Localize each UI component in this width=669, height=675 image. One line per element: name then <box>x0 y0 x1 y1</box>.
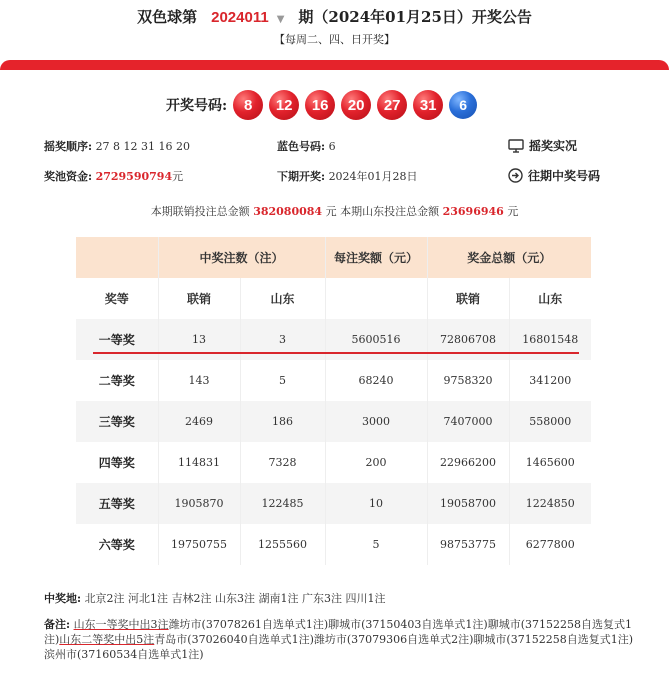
sales-text: 元 <box>507 205 519 218</box>
blue-number <box>277 138 336 154</box>
header-count: 中奖注数（注） <box>158 237 325 278</box>
sales-text: 本期联销投注总金额 <box>150 205 250 218</box>
subheader-union: 联销 <box>427 278 509 319</box>
page-title <box>0 6 669 27</box>
table-row <box>76 360 591 401</box>
prize-table <box>76 237 591 565</box>
blue-number-value: 6 <box>328 140 336 153</box>
monitor-icon <box>508 139 524 153</box>
prize-level: 六等奖 <box>76 524 158 565</box>
total-shandong: 1465600 <box>509 442 591 483</box>
count-union: 1905870 <box>158 483 240 524</box>
table-row <box>76 442 591 483</box>
count-shandong: 3 <box>240 319 325 360</box>
prize-level: 四等奖 <box>76 442 158 483</box>
history-label: 往期中奖号码 <box>528 169 601 183</box>
table-row <box>76 524 591 565</box>
subheader-union: 联销 <box>158 278 240 319</box>
prize-each: 68240 <box>325 360 427 401</box>
prize-level: 五等奖 <box>76 483 158 524</box>
next-draw-value: 2024年01月28日 <box>328 170 418 183</box>
history-link[interactable] <box>508 167 600 184</box>
red-ball: 20 <box>341 90 371 120</box>
draw-order-label: 摇奖顺序: <box>44 140 93 153</box>
winning-numbers <box>166 89 483 121</box>
subheader-level: 奖等 <box>76 278 158 319</box>
winning-regions <box>44 590 386 606</box>
arrow-circle-icon <box>508 168 523 183</box>
winning-numbers-label: 开奖号码: <box>166 98 228 114</box>
title-suffix: 期（2024年01月25日）开奖公告 <box>298 8 532 26</box>
count-shandong: 7328 <box>240 442 325 483</box>
total-union: 19058700 <box>427 483 509 524</box>
draw-order <box>44 138 190 154</box>
remarks <box>44 617 634 662</box>
shandong-sales-amount: 23696946 <box>442 205 504 218</box>
count-union: 19750755 <box>158 524 240 565</box>
prize-pool-value: 2729590794 <box>95 170 173 183</box>
subheader-shandong: 山东 <box>509 278 591 319</box>
table-row <box>76 401 591 442</box>
chevron-down-icon[interactable]: ▼ <box>276 14 285 25</box>
total-union: 7407000 <box>427 401 509 442</box>
subheader-empty <box>325 278 427 319</box>
total-union: 98753775 <box>427 524 509 565</box>
red-ball: 27 <box>377 90 407 120</box>
subheader-shandong: 山东 <box>240 278 325 319</box>
count-shandong: 5 <box>240 360 325 401</box>
draw-schedule: 【每周二、四、日开奖】 <box>274 33 395 46</box>
winning-regions-value: 北京2注 河北1注 吉林2注 山东3注 湖南1注 广东3注 四川1注 <box>84 592 386 605</box>
prize-each: 200 <box>325 442 427 483</box>
winning-regions-label: 中奖地: <box>44 592 82 605</box>
prize-pool <box>44 168 183 184</box>
table-subheader <box>76 278 591 319</box>
header-each: 每注奖额（元） <box>325 237 427 278</box>
total-shandong: 1224850 <box>509 483 591 524</box>
next-draw-label: 下期开奖: <box>277 170 326 183</box>
total-union: 9758320 <box>427 360 509 401</box>
total-union: 22966200 <box>427 442 509 483</box>
remarks-first-prize-detail: 潍坊市(37078261自选单式1注)聊城市(37150403自选单式1注)聊城市(37152258自选复式1注) <box>44 618 632 646</box>
prize-each: 3000 <box>325 401 427 442</box>
title-prefix: 双色球第 <box>137 8 198 26</box>
remarks-second-prize-detail: 青岛市(37026040自选单式1注)潍坊市(37079306自选单式2注)聊城市(37152258自选复式1注)滨州市(37160534自选单式1注) <box>44 633 634 661</box>
remarks-second-prize: 山东二等奖中出5注 <box>59 633 155 646</box>
prize-each: 10 <box>325 483 427 524</box>
first-prize-highlight <box>93 352 579 354</box>
table-header <box>76 237 591 278</box>
blue-ball: 6 <box>449 91 477 119</box>
total-shandong: 16801548 <box>509 319 591 360</box>
count-shandong: 122485 <box>240 483 325 524</box>
draw-live-link[interactable] <box>508 137 577 154</box>
total-shandong: 341200 <box>509 360 591 401</box>
count-shandong: 186 <box>240 401 325 442</box>
red-ball: 8 <box>233 90 263 120</box>
blue-number-label: 蓝色号码: <box>277 140 326 153</box>
count-shandong: 1255560 <box>240 524 325 565</box>
sales-text: 元 本期山东投注总金额 <box>325 205 440 218</box>
table-row <box>76 483 591 524</box>
red-ball: 12 <box>269 90 299 120</box>
prize-pool-label: 奖池资金: <box>44 170 93 183</box>
count-union: 114831 <box>158 442 240 483</box>
count-union: 143 <box>158 360 240 401</box>
total-shandong: 6277800 <box>509 524 591 565</box>
remarks-label: 备注: <box>44 618 71 631</box>
sales-summary <box>0 203 669 219</box>
prize-level: 三等奖 <box>76 401 158 442</box>
prize-level: 二等奖 <box>76 360 158 401</box>
red-ball: 31 <box>413 90 443 120</box>
prize-pool-unit: 元 <box>172 170 184 183</box>
draw-live-label: 摇奖实况 <box>529 139 578 153</box>
prize-each: 5600516 <box>325 319 427 360</box>
prize-level: 一等奖 <box>76 319 158 360</box>
count-union: 13 <box>158 319 240 360</box>
header-divider <box>0 60 669 70</box>
prize-each: 5 <box>325 524 427 565</box>
next-draw <box>277 168 418 184</box>
red-ball: 16 <box>305 90 335 120</box>
draw-order-value: 27 8 12 31 16 20 <box>95 140 191 153</box>
header-total: 奖金总额（元） <box>427 237 591 278</box>
header-empty <box>76 237 158 278</box>
count-union: 2469 <box>158 401 240 442</box>
total-union: 72806708 <box>427 319 509 360</box>
issue-number[interactable]: 2024011 <box>211 9 269 26</box>
total-shandong: 558000 <box>509 401 591 442</box>
remarks-first-prize: 山东一等奖中出3注 <box>73 618 169 631</box>
union-sales-amount: 382080084 <box>253 205 323 218</box>
